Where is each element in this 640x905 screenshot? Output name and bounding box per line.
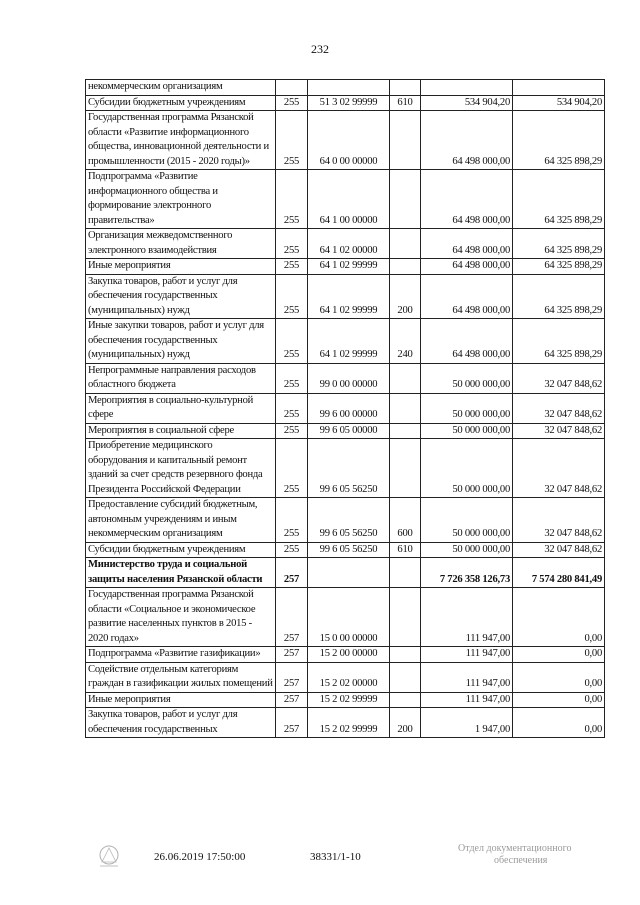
cell-ministry-code: 255 [276,259,308,275]
cell-name: Мероприятия в социально-культурной сфере [86,393,276,423]
cell-amount-executed: 32 047 848,62 [513,542,605,558]
cell-amount-approved: 64 498 000,00 [421,229,513,259]
cell-target-article: 15 2 02 99999 [308,692,390,708]
cell-target-article: 99 6 05 56250 [308,542,390,558]
cell-amount-approved: 50 000 000,00 [421,542,513,558]
cell-ministry-code: 255 [276,274,308,319]
table-row [86,274,605,319]
cell-ministry-code: 255 [276,319,308,364]
cell-ministry-code: 257 [276,588,308,647]
cell-target-article: 64 1 02 99999 [308,319,390,364]
cell-target-article [308,558,390,588]
cell-amount-executed: 64 325 898,29 [513,170,605,229]
cell-amount-approved: 111 947,00 [421,692,513,708]
table-row [86,111,605,170]
cell-amount-executed: 0,00 [513,647,605,663]
budget-table [85,79,605,738]
footer-datetime: 26.06.2019 17:50:00 [154,851,246,863]
cell-target-article: 15 2 00 00000 [308,647,390,663]
cell-target-article: 99 6 05 00000 [308,423,390,439]
cell-amount-approved: 64 498 000,00 [421,319,513,364]
cell-name: Закупка товаров, работ и услуг для обеспечения государственных (муниципальных) нужд [86,274,276,319]
cell-amount-approved: 50 000 000,00 [421,423,513,439]
cell-ministry-code [276,80,308,96]
cell-amount-approved: 1 947,00 [421,708,513,738]
cell-amount-executed: 534 904,20 [513,95,605,111]
cell-target-article: 15 2 02 99999 [308,708,390,738]
cell-expense-type: 240 [390,319,421,364]
cell-amount-approved: 111 947,00 [421,588,513,647]
table-row [86,393,605,423]
cell-amount-executed: 64 325 898,29 [513,274,605,319]
cell-name: Предоставление субсидий бюджетным, автономным учреждениям и иным некоммерческим организациям [86,498,276,543]
cell-expense-type [390,439,421,498]
cell-target-article: 99 0 00 00000 [308,363,390,393]
cell-ministry-code: 257 [276,708,308,738]
cell-expense-type: 610 [390,95,421,111]
cell-expense-type [390,662,421,692]
cell-amount-executed: 64 325 898,29 [513,229,605,259]
cell-ministry-code: 255 [276,542,308,558]
cell-expense-type [390,111,421,170]
table-row [86,170,605,229]
cell-amount-approved [421,80,513,96]
table-row [86,80,605,96]
table-row [86,259,605,275]
table-row [86,708,605,738]
cell-amount-approved: 50 000 000,00 [421,498,513,543]
cell-expense-type [390,229,421,259]
table-row [86,439,605,498]
cell-target-article: 64 1 02 99999 [308,259,390,275]
cell-expense-type [390,393,421,423]
cell-expense-type [390,80,421,96]
cell-amount-executed: 32 047 848,62 [513,393,605,423]
cell-target-article: 99 6 05 56250 [308,498,390,543]
cell-target-article: 64 1 02 99999 [308,274,390,319]
cell-amount-approved: 111 947,00 [421,662,513,692]
cell-amount-approved: 534 904,20 [421,95,513,111]
cell-amount-executed: 0,00 [513,662,605,692]
cell-amount-approved: 7 726 358 126,73 [421,558,513,588]
cell-ministry-code: 257 [276,692,308,708]
cell-name: Содействие отдельным категориям граждан в газификации жилых помещений [86,662,276,692]
cell-name: Субсидии бюджетным учреждениям [86,95,276,111]
cell-ministry-code: 255 [276,170,308,229]
cell-name: Непрограммные направления расходов областного бюджета [86,363,276,393]
table-row [86,363,605,393]
table-row [86,692,605,708]
cell-expense-type [390,170,421,229]
cell-ministry-code: 255 [276,439,308,498]
cell-expense-type [390,588,421,647]
cell-expense-type: 610 [390,542,421,558]
table-row [86,647,605,663]
cell-name: Мероприятия в социальной сфере [86,423,276,439]
cell-amount-executed: 32 047 848,62 [513,439,605,498]
cell-ministry-code: 257 [276,558,308,588]
cell-name: Государственная программа Рязанской области «Социальное и экономическое развитие населенных пунктов в 2015 - 2020 годах» [86,588,276,647]
cell-target-article: 15 2 02 00000 [308,662,390,692]
cell-ministry-code: 255 [276,363,308,393]
cell-amount-executed: 0,00 [513,708,605,738]
cell-name: Закупка товаров, работ и услуг для обеспечения государственных [86,708,276,738]
cell-amount-executed: 0,00 [513,588,605,647]
cell-amount-approved: 64 498 000,00 [421,259,513,275]
seal-emblem-icon [96,842,122,870]
cell-expense-type [390,259,421,275]
cell-amount-executed: 7 574 280 841,49 [513,558,605,588]
page-number: 232 [311,42,329,56]
cell-expense-type: 200 [390,708,421,738]
cell-ministry-code: 255 [276,423,308,439]
cell-amount-executed: 32 047 848,62 [513,498,605,543]
cell-target-article: 15 0 00 00000 [308,588,390,647]
footer-stamp [458,843,571,867]
table-row [86,423,605,439]
footer-stamp-line-2: обеспечения [494,855,548,866]
cell-expense-type: 600 [390,498,421,543]
cell-amount-approved: 64 498 000,00 [421,170,513,229]
table-row [86,95,605,111]
cell-ministry-code: 257 [276,647,308,663]
cell-amount-executed: 32 047 848,62 [513,423,605,439]
cell-amount-approved: 64 498 000,00 [421,274,513,319]
cell-target-article: 64 1 00 00000 [308,170,390,229]
cell-ministry-code: 255 [276,393,308,423]
cell-target-article: 51 3 02 99999 [308,95,390,111]
cell-ministry-code: 255 [276,498,308,543]
cell-amount-approved: 50 000 000,00 [421,393,513,423]
cell-name: Министерство труда и социальной защиты населения Рязанской области [86,558,276,588]
cell-target-article [308,80,390,96]
cell-target-article: 99 6 05 56250 [308,439,390,498]
cell-expense-type [390,423,421,439]
budget-table-body [86,80,605,738]
cell-ministry-code: 255 [276,95,308,111]
cell-expense-type [390,692,421,708]
cell-name: Субсидии бюджетным учреждениям [86,542,276,558]
cell-name: Государственная программа Рязанской области «Развитие информационного общества, инновационной деятельности и промышленности (2015 - 2020 годы)» [86,111,276,170]
table-row [86,229,605,259]
cell-name: Подпрограмма «Развитие информационного общества и формирование электронного правительства» [86,170,276,229]
table-row [86,319,605,364]
cell-name: Подпрограмма «Развитие газификации» [86,647,276,663]
table-row [86,498,605,543]
cell-name: Иные мероприятия [86,259,276,275]
table-row [86,588,605,647]
cell-ministry-code: 257 [276,662,308,692]
cell-name: Иные мероприятия [86,692,276,708]
table-row [86,662,605,692]
cell-expense-type [390,363,421,393]
cell-target-article: 99 6 00 00000 [308,393,390,423]
cell-target-article: 64 0 00 00000 [308,111,390,170]
cell-amount-executed [513,80,605,96]
cell-amount-approved: 111 947,00 [421,647,513,663]
table-row [86,542,605,558]
cell-name: Приобретение медицинского оборудования и капитальный ремонт зданий за счет средств резервного фонда Президента Российской Федерации [86,439,276,498]
cell-amount-approved: 50 000 000,00 [421,439,513,498]
table-row [86,558,605,588]
cell-name: некоммерческим организациям [86,80,276,96]
cell-amount-executed: 32 047 848,62 [513,363,605,393]
cell-target-article: 64 1 02 00000 [308,229,390,259]
cell-amount-approved: 64 498 000,00 [421,111,513,170]
cell-ministry-code: 255 [276,229,308,259]
cell-name: Иные закупки товаров, работ и услуг для обеспечения государственных (муниципальных) нужд [86,319,276,364]
cell-amount-executed: 64 325 898,29 [513,319,605,364]
cell-amount-executed: 0,00 [513,692,605,708]
cell-expense-type [390,558,421,588]
cell-expense-type: 200 [390,274,421,319]
footer-stamp-line-1: Отдел документационного [458,843,572,854]
cell-amount-executed: 64 325 898,29 [513,111,605,170]
footer-document-number: 38331/1-10 [310,851,361,863]
cell-expense-type [390,647,421,663]
cell-name: Организация межведомственного электронного взаимодействия [86,229,276,259]
cell-amount-approved: 50 000 000,00 [421,363,513,393]
cell-amount-executed: 64 325 898,29 [513,259,605,275]
cell-ministry-code: 255 [276,111,308,170]
